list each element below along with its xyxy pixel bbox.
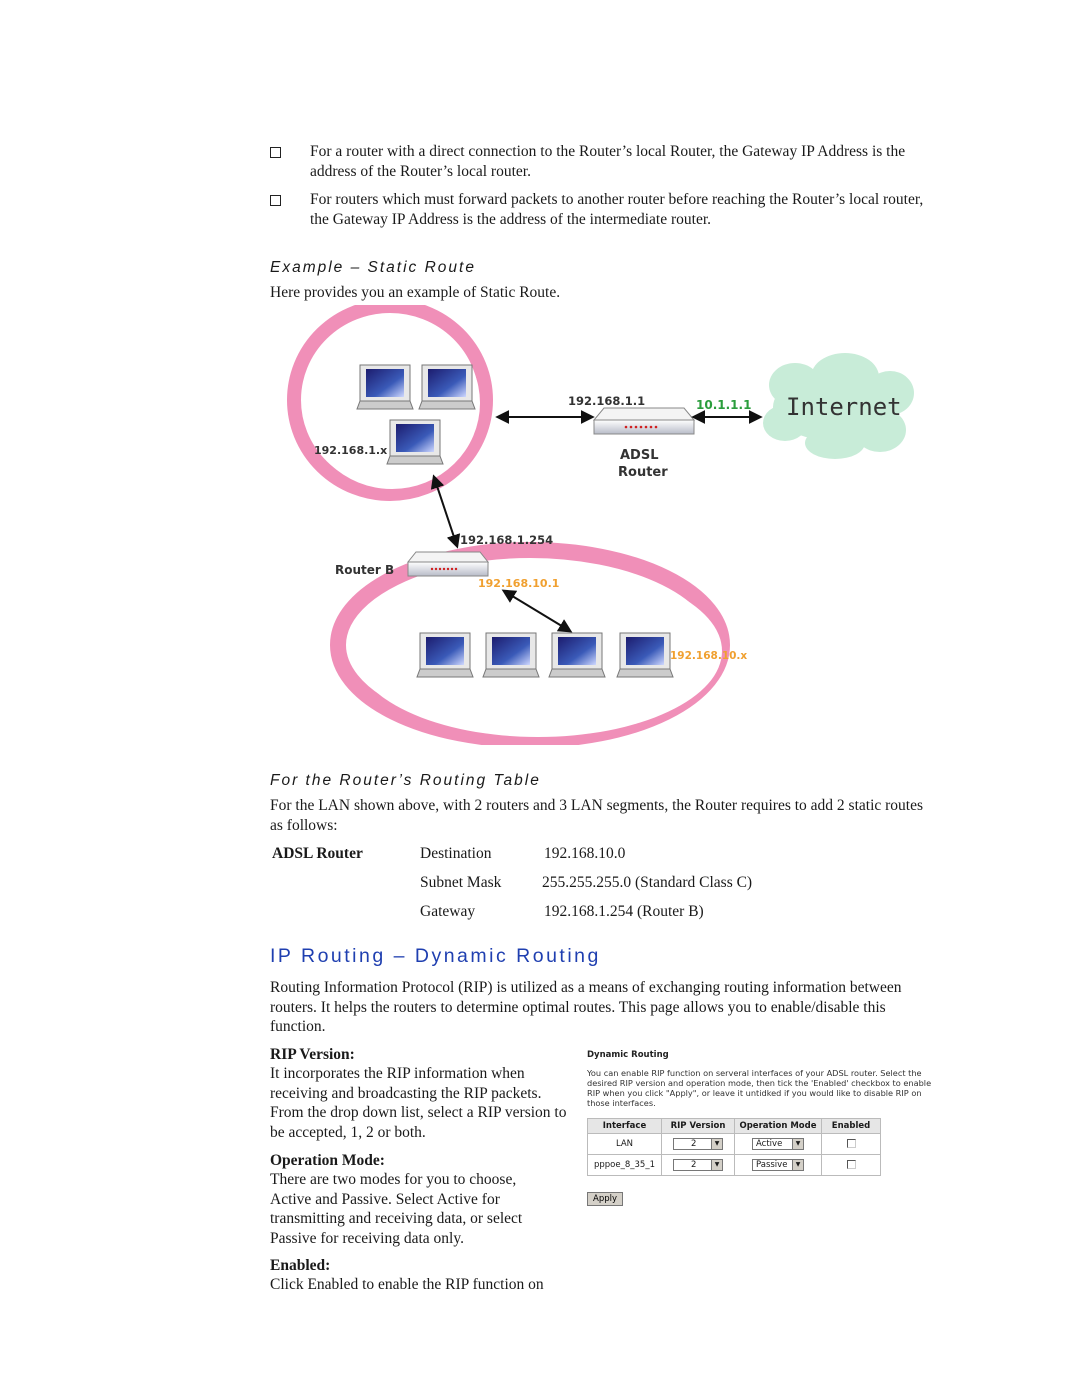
wan-ip-label: 10.1.1.1: [696, 398, 752, 412]
adsl-label: ADSL: [620, 448, 659, 463]
lan2-ip-label: 192.168.10.x: [670, 650, 748, 662]
enabled-checkbox[interactable]: [847, 1139, 856, 1148]
rip-version-label: RIP Version:: [270, 1046, 355, 1063]
chevron-down-icon: ▼: [711, 1160, 722, 1170]
routerb-down-ip-label: 192.168.10.1: [478, 577, 560, 590]
computer-icon: [483, 633, 539, 677]
bullet-marker: [270, 147, 281, 158]
lan1-ip-label: 192.168.1.x: [314, 444, 388, 457]
adsl-router-icon: [594, 408, 694, 434]
table-row: [588, 1155, 881, 1176]
chevron-down-icon: ▼: [792, 1160, 803, 1170]
operation-mode-select[interactable]: [752, 1159, 804, 1171]
router-label: Router: [618, 465, 668, 480]
enabled-checkbox[interactable]: [847, 1160, 856, 1169]
route-field: Gateway: [420, 903, 476, 920]
rip-version-select[interactable]: [673, 1138, 723, 1150]
screenshot-title: Dynamic Routing: [587, 1050, 669, 1060]
link-arrow: [434, 477, 457, 546]
routing-table-heading: For the Router’s Routing Table: [270, 772, 541, 789]
adsl-router-label: ADSL Router: [272, 845, 363, 862]
select-value: Passive: [756, 1160, 788, 1170]
col-rip-version: RIP Version: [662, 1119, 735, 1134]
table-row: [588, 1134, 881, 1155]
route-value: 255.255.255.0 (Standard Class C): [542, 874, 753, 891]
computer-icon: [357, 365, 413, 409]
dynamic-routing-screenshot: [587, 1050, 942, 1206]
route-field: Subnet Mask: [420, 874, 502, 891]
col-interface: Interface: [588, 1119, 662, 1134]
operation-mode-text: There are two modes for you to choose, Active and Passive. Select Active for transmitting and receiving data, or select Passive for receiving data only.: [270, 1171, 523, 1247]
rip-table: [587, 1118, 881, 1176]
route-value: 192.168.10.0: [544, 845, 626, 862]
bullet-text: For a router with a direct connection to the Router’s local Router, the Gateway IP Address is the address of the Router’s local router.: [310, 143, 906, 180]
operation-mode-label: Operation Mode:: [270, 1152, 385, 1169]
router-lan-ip-label: 192.168.1.1: [568, 394, 646, 408]
rip-version-select[interactable]: [673, 1159, 723, 1171]
routing-table-intro: For the LAN shown above, with 2 routers and 3 LAN segments, the Router requires to add 2 static routes as follows:: [270, 797, 924, 834]
chevron-down-icon: ▼: [711, 1139, 722, 1149]
select-value: 2: [691, 1160, 697, 1170]
router-b-label: Router B: [335, 563, 395, 577]
dynamic-routing-intro: Routing Information Protocol (RIP) is utilized as a means of exchanging routing information between routers. It helps the routers to determine optimal routes. This page allows you to enable/disable this function.: [270, 979, 902, 1035]
operation-mode-select[interactable]: [752, 1138, 804, 1150]
bullet-text: For routers which must forward packets to another router before reaching the Router’s local router, the Gateway IP Address is the address of the intermediate router.: [310, 191, 924, 228]
example-heading: Example – Static Route: [270, 259, 476, 276]
screenshot-description: You can enable RIP function on serveral interfaces of your ADSL router. Select the desired RIP version and operation mode, then tick the 'Enabled' checkbox to enable RIP when you click "Apply", or leave it untidked if you would like to disable RIP on those interfaces.: [587, 1068, 932, 1108]
select-value: 2: [691, 1139, 697, 1149]
enabled-label: Enabled:: [270, 1257, 331, 1274]
internet-label: Internet: [786, 393, 902, 421]
computer-icon: [387, 420, 443, 464]
example-intro: Here provides you an example of Static Route.: [270, 284, 561, 301]
col-enabled: Enabled: [822, 1119, 881, 1134]
computer-icon: [617, 633, 673, 677]
rip-version-text: It incorporates the RIP information when receiving and broadcasting the RIP packets. From the drop down list, select a RIP version to be accepted, 1, 2 or both.: [270, 1065, 567, 1141]
route-value: 192.168.1.254 (Router B): [544, 903, 704, 920]
dynamic-routing-heading: IP Routing – Dynamic Routing: [270, 945, 601, 967]
router-b-icon: [408, 552, 488, 576]
select-value: Active: [756, 1139, 783, 1149]
route-field: Destination: [420, 845, 492, 862]
apply-button[interactable]: Apply: [587, 1192, 623, 1206]
computer-icon: [549, 633, 605, 677]
enabled-text: Click Enabled to enable the RIP function on: [270, 1276, 544, 1293]
interface-cell: pppoe_8_35_1: [588, 1155, 662, 1176]
static-route-diagram: [280, 305, 930, 745]
chevron-down-icon: ▼: [792, 1139, 803, 1149]
bullet-marker: [270, 195, 281, 206]
computer-icon: [419, 365, 475, 409]
col-operation-mode: Operation Mode: [735, 1119, 822, 1134]
routerb-up-ip-label: 192.168.1.254: [460, 533, 554, 547]
computer-icon: [417, 633, 473, 677]
interface-cell: LAN: [588, 1134, 662, 1155]
